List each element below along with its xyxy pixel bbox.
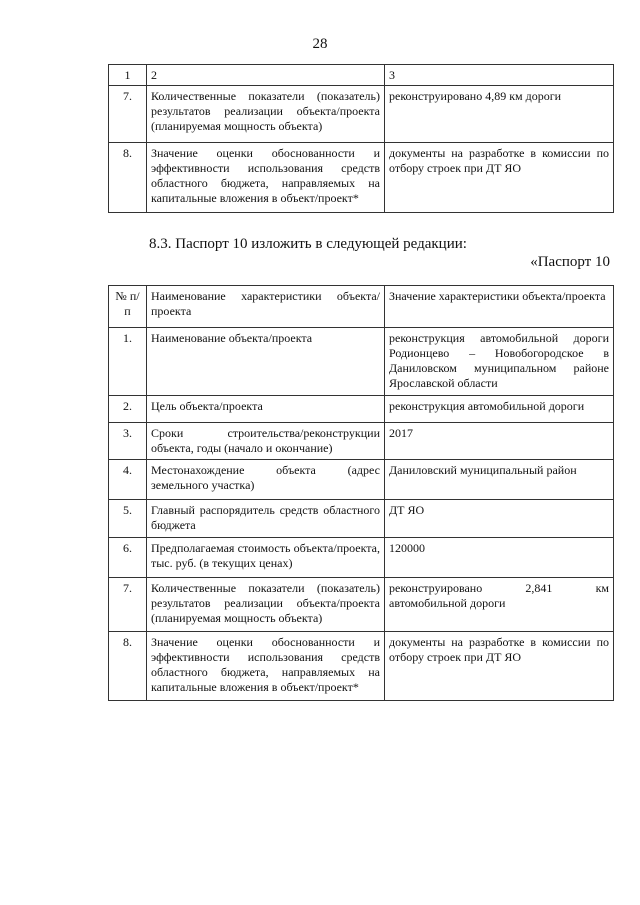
row-value: 2017 (385, 423, 614, 460)
section-heading: 8.3. Паспорт 10 изложить в следующей редакции: (149, 236, 467, 252)
header-cell: № п/п (109, 286, 147, 328)
row-number: 4. (109, 460, 147, 500)
row-value: реконструировано 2,841 км автомобильной дороги (385, 578, 614, 632)
header-cell: Наименование характеристики объекта/проекта (147, 286, 385, 328)
row-characteristic: Наименование объекта/проекта (147, 328, 385, 396)
row-characteristic: Значение оценки обоснованности и эффективности использования средств областного бюджета, направляемых на капитальные вложения в объект/проект* (147, 143, 385, 213)
passport-label: «Паспорт 10 (530, 254, 610, 270)
header-cell: 3 (385, 65, 614, 86)
row-number: 7. (109, 578, 147, 632)
table-row (109, 632, 614, 701)
table-row (109, 500, 614, 538)
row-number: 2. (109, 396, 147, 423)
table-row (109, 460, 614, 500)
page-number: 28 (312, 36, 328, 52)
row-value: ДТ ЯО (385, 500, 614, 538)
row-number: 8. (109, 632, 147, 701)
header-cell: 2 (147, 65, 385, 86)
header-cell: Значение характеристики объекта/проекта (385, 286, 614, 328)
row-number: 8. (109, 143, 147, 213)
row-value: реконструкция автомобильной дороги (385, 396, 614, 423)
row-characteristic: Количественные показатели (показатель) результатов реализации объекта/проекта (планируемая мощность объекта) (147, 86, 385, 143)
row-value: Даниловский муниципальный район (385, 460, 614, 500)
row-characteristic: Значение оценки обоснованности и эффективности использования средств областного бюджета, направляемых на капитальные вложения в объект/проект* (147, 632, 385, 701)
row-characteristic: Главный распорядитель средств областного бюджета (147, 500, 385, 538)
row-value: документы на разработке в комиссии по отбору строек при ДТ ЯО (385, 143, 614, 213)
continuation-table (108, 64, 614, 213)
row-number: 3. (109, 423, 147, 460)
row-characteristic: Предполагаемая стоимость объекта/проекта, тыс. руб. (в текущих ценах) (147, 538, 385, 578)
row-characteristic: Местонахождение объекта (адрес земельного участка) (147, 460, 385, 500)
row-characteristic: Сроки строительства/реконструкции объекта, годы (начало и окончание) (147, 423, 385, 460)
header-cell: 1 (109, 65, 147, 86)
table-row (109, 86, 614, 143)
table-row (109, 423, 614, 460)
table-header-row (109, 65, 614, 86)
row-characteristic: Количественные показатели (показатель) результатов реализации объекта/проекта (планируемая мощность объекта) (147, 578, 385, 632)
table-row (109, 578, 614, 632)
table-row (109, 143, 614, 213)
table-row (109, 396, 614, 423)
row-value: реконструировано 4,89 км дороги (385, 86, 614, 143)
row-value: реконструкция автомобильной дороги Родионцево – Новобогородское в Даниловском муниципальном районе Ярославской области (385, 328, 614, 396)
passport-table (108, 285, 614, 701)
row-characteristic: Цель объекта/проекта (147, 396, 385, 423)
row-value: документы на разработке в комиссии по отбору строек при ДТ ЯО (385, 632, 614, 701)
table-row (109, 538, 614, 578)
row-number: 6. (109, 538, 147, 578)
table-row (109, 328, 614, 396)
row-number: 5. (109, 500, 147, 538)
row-number: 7. (109, 86, 147, 143)
table-header-row (109, 286, 614, 328)
row-value: 120000 (385, 538, 614, 578)
row-number: 1. (109, 328, 147, 396)
